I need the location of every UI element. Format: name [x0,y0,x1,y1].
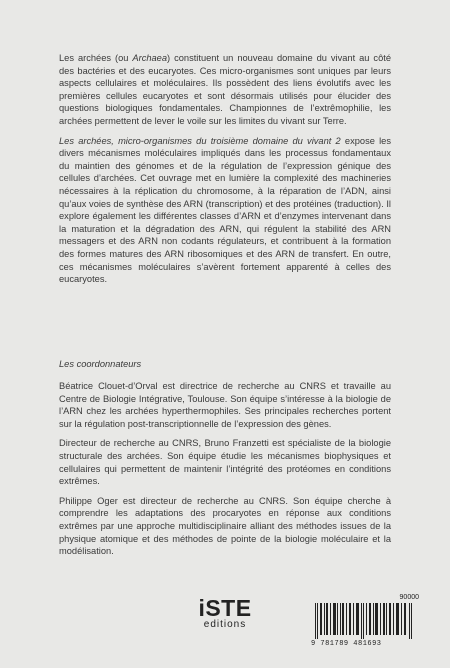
intro-p1-archaea: Archaea [132,53,168,63]
intro-paragraph-2 [59,135,391,286]
publisher-logo [196,597,254,639]
book-title-italic: Les archées, micro-organismes du troisième domaine du vivant 2 [59,135,341,146]
coordinator-bio-3: Philippe Oger est directeur de recherche au CNRS. Son équipe cherche à comprendre les adaptations des procaryotes en réponse aux conditions extrêmes par une approche multidisciplinaire alliant des méthodes issues de la physique atomique et des méthodes de pointe de la biologie moléculaire et la modélisation. [59,495,391,557]
barcode-bars-icon [313,603,417,639]
intro-p1-text-a: Les archées (ou [59,53,133,63]
intro-paragraph-1 [59,52,391,128]
logo-subtitle: editions [203,619,247,630]
isbn-number: 9 781789 481693 [311,640,382,648]
coordinators-heading: Les coordonnateurs [59,359,142,369]
intro-p1-text-b: ) constituent un nouveau domaine du vivant au côté des bactéries et des eucaryotes. Ces micro-organismes sont uniques par leurs aspects cellulaires et moléculaires. Ils possèdent des liens évolutifs avec les premières cellules eucaryotes et sont désormais utilisés pour élucider des questions biologiques fondamentales. Championnes de l’extrêmophilie, les archées permettent de lever le voile sur les limites du vivant sur Terre. [59,53,391,126]
coordinators-section [59,380,391,565]
coordinator-bio-2: Directeur de recherche au CNRS, Bruno Franzetti est spécialiste de la biologie structurale des archées. Son équipe étudie les mécanismes biophysiques et cellulaires qui permettent de maintenir l’intégrité des protéomes en conditions extrêmes. [59,438,391,487]
intro-section [59,52,391,293]
intro-p2-text: expose les divers mécanismes moléculaires impliqués dans les processus fondamentaux du maintien des génomes et de la régulation de l’expression génique des cellules d’archées. Cet ouvrage met en lumière la complexité des machineries nécessaires à la réplication du chromosome, à la réparation de l’ADN, ainsi qu’aux voies de synthèse des ARN (transcription) et des protéines (traduction). Il explore également les différentes classes d’ARN et d’enzymes intervenant dans la maturation et la dégradation des ARN, qui régulent la stabilité des ARN messagers et des ARN non codants régulateurs, et contribuent à la formation des formes matures des ARN ribosomiques et des ARN de transfert. En outre, ces mécanismes moléculaires s’avèrent fortement apparenté à celles des eucaryotes. [59,135,392,285]
isbn-barcode [311,594,419,654]
coordinator-bio-1: Béatrice Clouet-d’Orval est directrice de recherche au CNRS et travaille au Centre de Biologie Intégrative, Toulouse. Son équipe s’intéresse à la biologie de l’ARN chez les archées hyperthermophiles. Ses principales recherches portent sur la régulation post-transcriptionnelle de l’expression des gènes. [59,381,391,429]
logo-wordmark: iSTE [198,595,252,621]
price-code: 90000 [399,594,419,601]
